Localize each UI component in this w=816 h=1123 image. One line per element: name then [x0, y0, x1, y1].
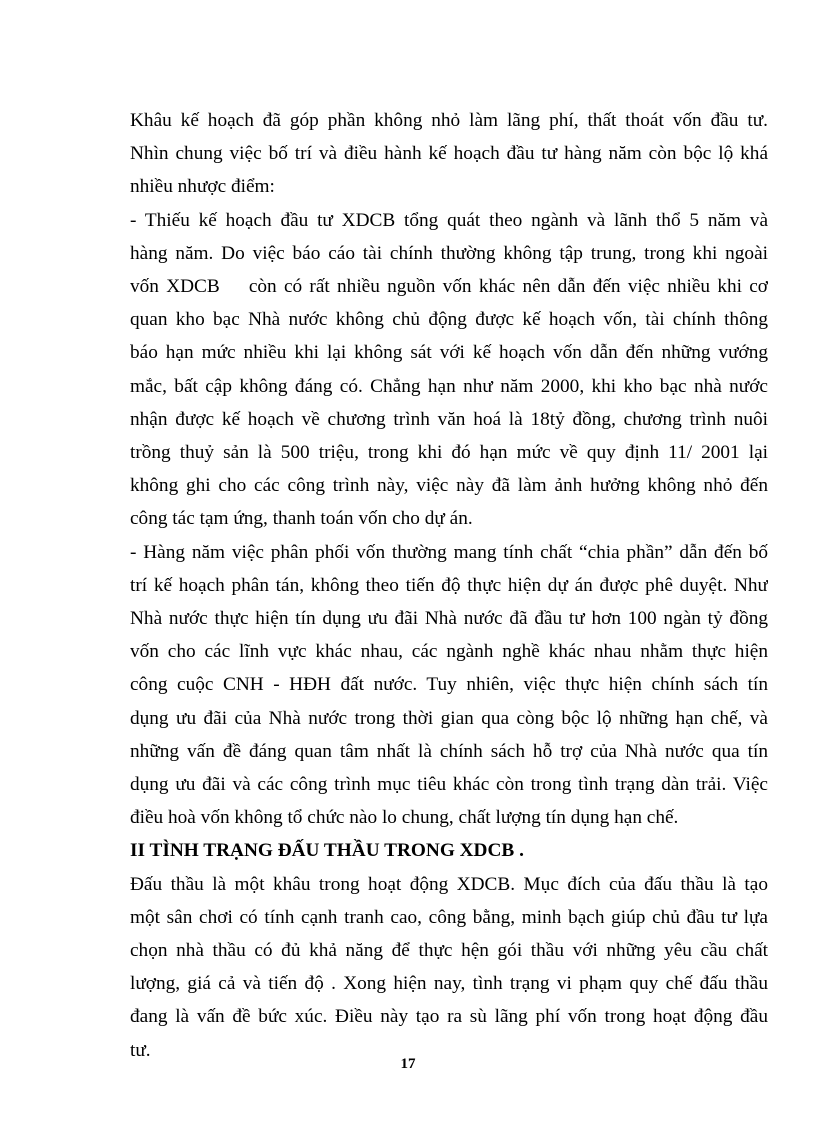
- text-line: những vấn đề đáng quan tâm nhất là chính sách hỗ trợ của Nhà nước qua tín: [130, 740, 768, 762]
- text-line: dụng ưu đãi của Nhà nước trong thời gian qua còng bộc lộ những hạn chế, và: [130, 707, 768, 729]
- paragraph-planning-waste: [130, 104, 768, 204]
- text-line: công cuộc CNH - HĐH đất nước. Tuy nhiên, việc thực hiện chính sách tín: [130, 674, 768, 696]
- text-line: báo hạn mức nhiều khi lại không sát với kế hoạch vốn dẫn đến những vướng: [130, 342, 768, 364]
- text-line: công tác tạm ứng, thanh toán vốn cho dự án.: [130, 508, 473, 530]
- text-line: điều hoà vốn không tổ chức nào lo chung, chất lượng tín dụng hạn chế.: [130, 807, 679, 829]
- section-heading: II TÌNH TRẠNG ĐẤU THẦU TRONG XDCB .: [130, 840, 524, 862]
- text-line: chọn nhà thầu có đủ khả năng để thực hện gói thầu với những yêu cầu chất: [130, 940, 768, 962]
- text-line: một sân chơi có tính cạnh tranh cao, công bằng, minh bạch giúp chủ đầu tư lựa: [130, 906, 768, 928]
- text-line: quan kho bạc Nhà nước không chủ động được kế hoạch vốn, tài chính thông: [130, 309, 768, 331]
- document-page: [130, 104, 768, 1067]
- text-line: không ghi cho các công trình này, việc này đã làm ảnh hưởng không nhỏ đến: [130, 475, 768, 497]
- paragraph-capital-allocation: [130, 536, 768, 835]
- text-line: - Thiếu kế hoạch đầu tư XDCB tổng quát theo ngành và lãnh thổ 5 năm và: [130, 209, 768, 231]
- text-line: nhiều nhược điểm:: [130, 176, 275, 198]
- text-line: Nhà nước thực hiện tín dụng ưu đãi Nhà nước đã đầu tư hơn 100 ngàn tỷ đồng: [130, 608, 768, 630]
- text-line: trồng thuỷ sản là 500 triệu, trong khi đó hạn mức về quy định 11/ 2001 lại: [130, 442, 768, 464]
- text-line: Đấu thầu là một khâu trong hoạt động XDCB. Mục đích của đấu thầu là tạo: [130, 873, 768, 895]
- text-line: Nhìn chung việc bố trí và điều hành kế hoạch đầu tư hàng năm còn bộc lộ khá: [130, 143, 768, 165]
- text-line: nhận được kế hoạch về chương trình văn hoá là 18tỷ đồng, chương trình nuôi: [130, 408, 768, 430]
- text-line: dụng ưu đãi và các công trình mục tiêu khác còn trong tình trạng dàn trải. Việc: [130, 774, 768, 796]
- text-line: vốn cho các lĩnh vực khác nhau, các ngành nghề khác nhau nhằm thực hiện: [130, 641, 768, 663]
- page-number: 17: [400, 1056, 416, 1072]
- paragraph-bidding: [130, 868, 768, 1067]
- text-line: Khâu kế hoạch đã góp phần không nhỏ làm lãng phí, thất thoát vốn đầu tư.: [130, 110, 768, 131]
- text-line: đang là vấn đề bức xúc. Điều này tạo ra sù lãng phí vốn trong hoạt động đầu: [130, 1006, 768, 1028]
- text-line: hàng năm. Do việc báo cáo tài chính thường không tập trung, trong khi ngoài: [130, 242, 768, 264]
- text-line: vốn XDCB còn có rất nhiều nguồn vốn khác nên dẫn đến việc nhiều khi cơ: [130, 276, 768, 298]
- text-line: lượng, giá cả và tiến độ . Xong hiện nay, tình trạng vi phạm quy chế đấu thầu: [130, 973, 768, 995]
- text-line: tư.: [130, 1039, 151, 1061]
- text-line: - Hàng năm việc phân phối vốn thường mang tính chất “chia phần” dẫn đến bố: [130, 541, 768, 563]
- paragraph-lack-of-plan: [130, 204, 768, 536]
- text-line: trí kế hoạch phân tán, không theo tiến độ thực hiện dự án được phê duyệt. Như: [130, 574, 768, 596]
- text-line: mắc, bất cập không đáng có. Chẳng hạn như năm 2000, khi kho bạc nhà nước: [130, 375, 768, 397]
